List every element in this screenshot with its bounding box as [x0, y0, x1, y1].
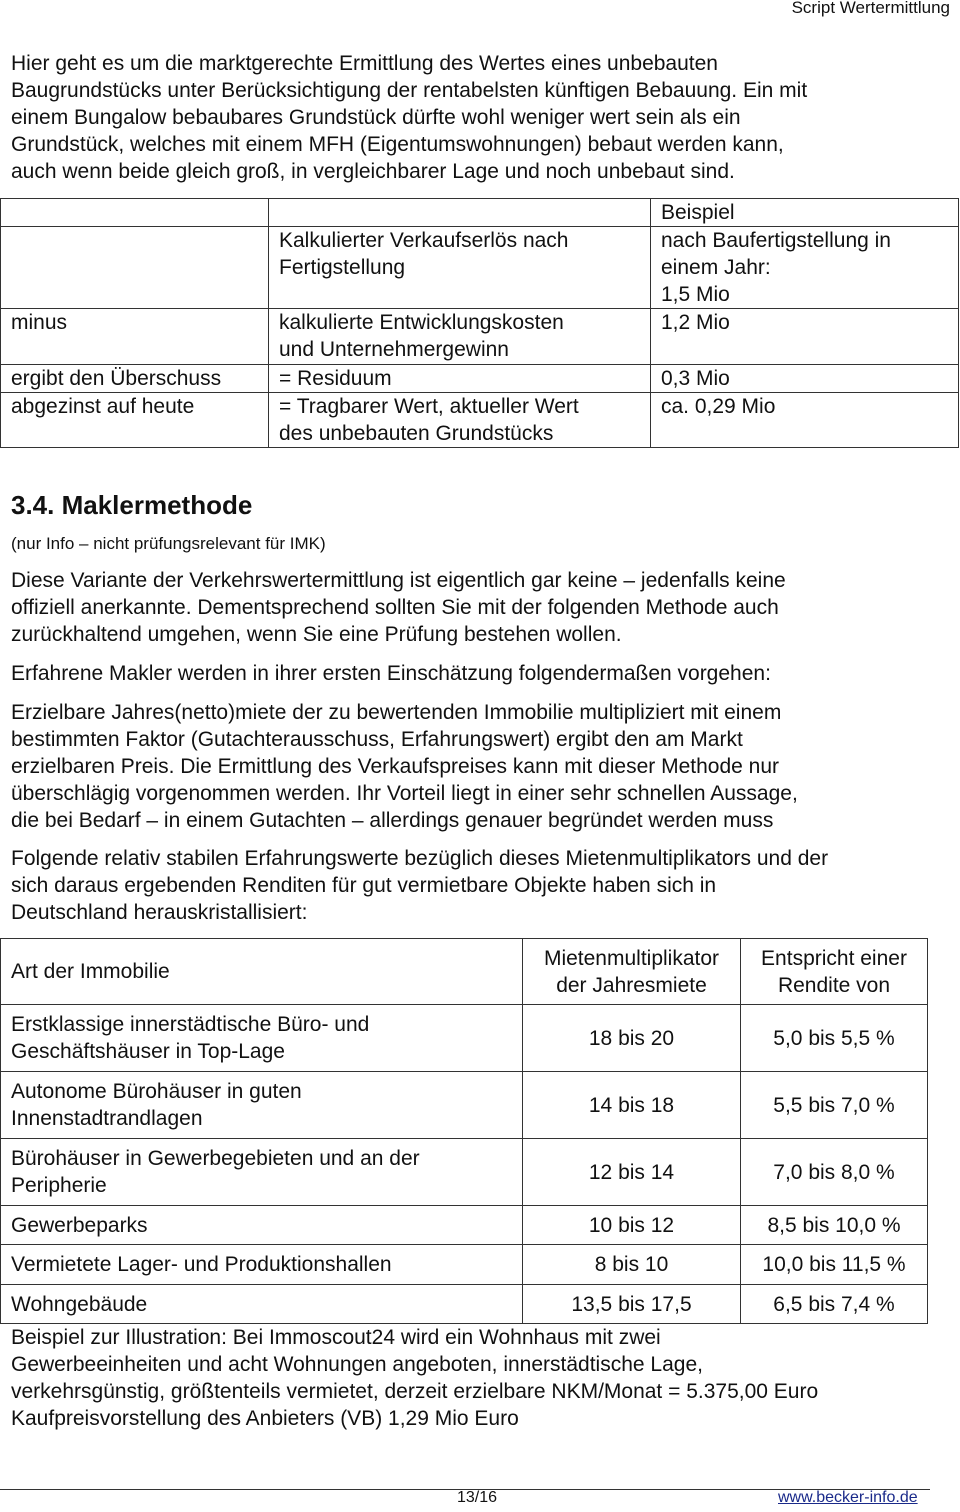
table-cell: Beispiel — [651, 199, 959, 227]
table-cell: 10 bis 12 — [523, 1206, 741, 1245]
table-cell: 1,2 Mio — [651, 309, 959, 365]
table-cell: 6,5 bis 7,4 % — [741, 1285, 928, 1324]
multiplier-table — [0, 938, 928, 1324]
table-row — [1, 393, 959, 448]
table-cell: 18 bis 20 — [523, 1005, 741, 1072]
table-cell: nach Baufertigstellung in einem Jahr: 1,5 Mio — [651, 227, 959, 309]
table-row — [1, 1139, 928, 1206]
paragraph-example — [11, 1324, 818, 1432]
table-cell: 14 bis 18 — [523, 1072, 741, 1139]
table-cell: 8,5 bis 10,0 % — [741, 1206, 928, 1245]
table-cell: abgezinst auf heute — [1, 393, 269, 448]
paragraph-intro-method — [11, 660, 771, 687]
table-row — [1, 1005, 928, 1072]
text-line: Grundstück, welches mit einem MFH (Eigentumswohnungen) bebaut werden kann, — [11, 133, 784, 156]
table-cell — [269, 199, 651, 227]
text-line: Baugrundstücks unter Berücksichtigung der rentabelsten künftigen Bebauung. Ein mit — [11, 79, 808, 102]
table-row — [1, 365, 959, 393]
table-row — [1, 309, 959, 365]
table-cell: ca. 0,29 Mio — [651, 393, 959, 448]
text-line: einem Bungalow bebaubares Grundstück dürfte wohl weniger wert sein als ein — [11, 106, 741, 129]
text-line: Deutschland herauskristallisiert: — [11, 901, 308, 924]
table-cell: Art der Immobilie — [1, 939, 523, 1005]
paragraph-variant — [11, 567, 786, 648]
section-note: (nur Info – nicht prüfungsrelevant für IMK) — [11, 534, 326, 553]
table-cell: Entspricht einer Rendite von — [741, 939, 928, 1005]
paragraph-method — [11, 699, 798, 834]
table-row — [1, 1206, 928, 1245]
page-number: 13/16 — [457, 1489, 498, 1506]
table-cell: 8 bis 10 — [523, 1245, 741, 1285]
table-cell: 12 bis 14 — [523, 1139, 741, 1206]
table-cell — [1, 227, 269, 309]
table-cell: Erstklassige innerstädtische Büro- und Geschäftshäuser in Top-Lage — [1, 1005, 523, 1072]
text-line: Erfahrene Makler werden in ihrer ersten Einschätzung folgendermaßen vorgehen: — [11, 662, 771, 685]
table-cell: Vermietete Lager- und Produktionshallen — [1, 1245, 523, 1285]
table-row — [1, 227, 959, 309]
table-cell: 7,0 bis 8,0 % — [741, 1139, 928, 1206]
table-cell: 5,5 bis 7,0 % — [741, 1072, 928, 1139]
text-line: Hier geht es um die marktgerechte Ermittlung des Wertes eines unbebauten — [11, 52, 718, 75]
table-cell: 0,3 Mio — [651, 365, 959, 393]
table-cell: = Tragbarer Wert, aktueller Wert des unbebauten Grundstücks — [269, 393, 651, 448]
text-line: bestimmten Faktor (Gutachterausschuss, Erfahrungswert) ergibt den am Markt — [11, 728, 743, 751]
table-cell: ergibt den Überschuss — [1, 365, 269, 393]
table-row — [1, 199, 959, 227]
table-header-row — [1, 939, 928, 1005]
table-cell: minus — [1, 309, 269, 365]
residual-value-table — [0, 198, 959, 448]
paragraph-values — [11, 845, 828, 926]
text-line: auch wenn beide gleich groß, in vergleichbarer Lage und noch unbebaut sind. — [11, 160, 735, 183]
table-cell: 5,0 bis 5,5 % — [741, 1005, 928, 1072]
text-line: verkehrsgünstig, größtenteils vermietet, derzeit erzielbare NKM/Monat = 5.375,00 Euro — [11, 1380, 819, 1403]
text-line: Gewerbeeinheiten und acht Wohnungen angeboten, innerstädtische Lage, — [11, 1353, 703, 1376]
table-cell: Wohngebäude — [1, 1285, 523, 1324]
table-row — [1, 1072, 928, 1139]
table-cell: Autonome Bürohäuser in guten Innenstadtrandlagen — [1, 1072, 523, 1139]
table-cell: Mietenmultiplikator der Jahresmiete — [523, 939, 741, 1005]
text-line: Erzielbare Jahres(netto)miete der zu bewertenden Immobilie multipliziert mit einem — [11, 701, 782, 724]
header-title: Script Wertermittlung — [791, 0, 950, 17]
text-line: Beispiel zur Illustration: Bei Immoscout24 wird ein Wohnhaus mit zwei — [11, 1326, 661, 1349]
text-line: Kaufpreisvorstellung des Anbieters (VB) 1,29 Mio Euro — [11, 1407, 519, 1430]
text-line: Folgende relativ stabilen Erfahrungswerte bezüglich dieses Mietenmultiplikators und der — [11, 847, 829, 870]
text-line: die bei Bedarf – in einem Gutachten – allerdings genauer begründet werden muss — [11, 809, 774, 832]
text-line: sich daraus ergebenden Renditen für gut vermietbare Objekte haben sich in — [11, 874, 717, 897]
table-row — [1, 1285, 928, 1324]
table-cell: 10,0 bis 11,5 % — [741, 1245, 928, 1285]
text-line: Diese Variante der Verkehrswertermittlung ist eigentlich gar keine – jedenfalls keine — [11, 569, 786, 592]
table-row — [1, 1245, 928, 1285]
text-line: überschlägig vorgenommen werden. Ihr Vorteil liegt in einer sehr schnellen Aussage, — [11, 782, 798, 805]
table-cell: Bürohäuser in Gewerbegebieten und an der Peripherie — [1, 1139, 523, 1206]
table-cell — [1, 199, 269, 227]
table-cell: Gewerbeparks — [1, 1206, 523, 1245]
footer-link[interactable]: www.becker-info.de — [778, 1489, 918, 1506]
table-cell: kalkulierte Entwicklungskosten und Unternehmergewinn — [269, 309, 651, 365]
text-line: zurückhaltend umgehen, wenn Sie eine Prüfung bestehen wollen. — [11, 623, 622, 646]
table-cell: Kalkulierter Verkaufserlös nach Fertigstellung — [269, 227, 651, 309]
section-heading: 3.4. Maklermethode — [11, 490, 253, 520]
text-line: erzielbaren Preis. Die Ermittlung des Verkaufspreises kann mit dieser Methode nur — [11, 755, 780, 778]
table-cell: 13,5 bis 17,5 — [523, 1285, 741, 1324]
table-cell: = Residuum — [269, 365, 651, 393]
intro-paragraph — [11, 50, 807, 185]
text-line: offiziell anerkannte. Dementsprechend sollten Sie mit der folgenden Methode auch — [11, 596, 779, 619]
